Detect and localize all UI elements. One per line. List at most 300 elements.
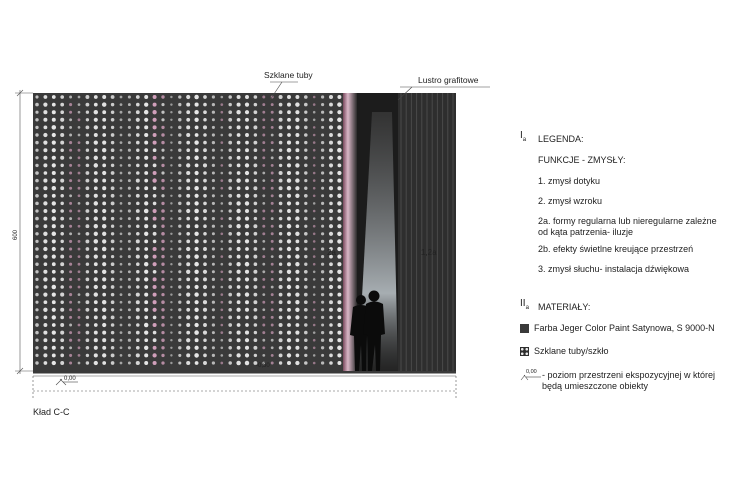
perforation-hole <box>212 156 215 159</box>
perforation-hole <box>120 187 123 190</box>
perforation-hole <box>221 202 224 205</box>
perforation-hole <box>245 285 249 289</box>
perforation-hole <box>111 110 115 114</box>
perforation-hole <box>194 270 198 274</box>
perforation-hole <box>321 111 324 114</box>
perforation-hole <box>229 217 232 220</box>
perforation-hole <box>254 95 258 99</box>
perforation-hole <box>94 331 98 335</box>
perforation-hole <box>52 224 56 228</box>
perforation-hole <box>313 96 316 99</box>
perforation-hole <box>245 156 249 160</box>
perforation-hole <box>136 194 140 198</box>
perforation-hole <box>237 232 241 236</box>
perforation-hole <box>161 179 164 182</box>
perforation-hole <box>279 247 283 251</box>
perforation-hole <box>44 285 48 289</box>
perforation-hole <box>304 141 307 144</box>
perforation-hole <box>195 361 199 365</box>
perforation-hole <box>220 270 223 273</box>
perforation-hole <box>203 255 207 259</box>
perforation-hole <box>178 247 181 250</box>
perforation-hole <box>221 149 224 152</box>
perforation-hole <box>321 179 324 182</box>
perforation-hole <box>203 95 207 99</box>
perforation-hole <box>212 164 215 167</box>
perforation-hole <box>178 270 181 273</box>
perforation-hole <box>254 285 258 289</box>
perforation-hole <box>245 194 249 198</box>
perforation-hole <box>237 95 241 99</box>
perforation-hole <box>287 194 291 198</box>
perforation-hole <box>170 225 172 227</box>
perforation-hole <box>295 110 299 114</box>
perforation-hole <box>136 186 139 189</box>
perforation-hole <box>136 315 140 319</box>
perforation-hole <box>228 186 232 190</box>
perforation-hole <box>313 134 316 137</box>
perforation-hole <box>136 171 140 175</box>
perforation-hole <box>321 187 324 190</box>
perforation-hole <box>287 118 291 122</box>
perforation-hole <box>329 316 333 320</box>
perforation-hole <box>94 201 98 205</box>
perforation-hole <box>271 118 274 121</box>
perforation-hole <box>144 194 148 198</box>
perforation-hole <box>186 323 190 327</box>
perforation-hole <box>329 163 333 167</box>
legend-numeral-2: $II_a$ <box>520 298 529 311</box>
perforation-hole <box>128 263 131 266</box>
perforation-hole <box>186 224 190 228</box>
perforation-hole <box>186 186 190 190</box>
perforation-hole <box>78 354 81 357</box>
perforation-hole <box>86 141 89 144</box>
perforation-hole <box>35 187 38 190</box>
perforation-hole <box>287 262 291 266</box>
perforation-hole <box>178 202 181 205</box>
perforation-hole <box>228 285 232 289</box>
perforation-hole <box>321 361 324 364</box>
perforation-hole <box>194 156 198 160</box>
perforation-hole <box>237 277 241 281</box>
perforation-hole <box>279 202 283 206</box>
perforation-hole <box>144 209 149 214</box>
perforation-hole <box>69 361 72 364</box>
perforation-hole <box>136 103 140 107</box>
perforation-hole <box>229 209 232 212</box>
perforation-hole <box>153 202 157 206</box>
perforation-hole <box>69 354 72 357</box>
perforation-hole <box>212 278 215 281</box>
perforation-hole <box>245 262 250 267</box>
perforation-hole <box>220 210 223 213</box>
perforation-hole <box>195 179 199 183</box>
perforation-hole <box>295 133 299 137</box>
perforation-hole <box>194 140 198 144</box>
perforation-hole <box>161 285 165 289</box>
perforation-hole <box>295 95 299 99</box>
perforation-hole <box>304 133 308 137</box>
perforation-hole <box>313 278 316 281</box>
perforation-hole <box>254 202 258 206</box>
perforation-hole <box>43 201 47 205</box>
perforation-hole <box>279 240 283 244</box>
perforation-hole <box>78 141 81 144</box>
perforation-hole <box>313 309 316 312</box>
perforation-hole <box>144 164 148 168</box>
perforation-hole <box>221 263 224 266</box>
perforation-hole <box>44 171 48 175</box>
perforation-hole <box>144 277 148 281</box>
perforation-hole <box>262 225 265 228</box>
perforation-hole <box>194 308 198 312</box>
perforation-hole <box>35 308 38 311</box>
perforation-hole <box>212 217 215 220</box>
perforation-hole <box>94 254 98 258</box>
perforation-hole <box>321 301 324 304</box>
perforation-hole <box>313 210 316 213</box>
perforation-hole <box>203 354 207 358</box>
perforation-hole <box>60 338 64 342</box>
perforation-hole <box>203 202 207 206</box>
perforation-hole <box>212 293 215 296</box>
perforation-hole <box>136 202 140 206</box>
perforation-hole <box>128 194 131 197</box>
perforation-hole <box>52 148 56 152</box>
perforation-hole <box>313 195 316 198</box>
perforation-hole <box>170 141 172 143</box>
perforation-hole <box>94 285 98 289</box>
perforation-hole <box>186 141 190 145</box>
perforation-hole <box>304 255 307 258</box>
perforation-hole <box>170 255 172 257</box>
perforation-hole <box>43 292 47 296</box>
perforation-hole <box>228 293 232 297</box>
perforation-hole <box>329 202 333 206</box>
legend-item-2b: 2b. efekty świetlne kreujące przestrzeń <box>538 244 694 254</box>
perforation-hole <box>128 179 131 182</box>
perforation-hole <box>304 247 307 250</box>
perforation-hole <box>329 118 333 122</box>
perforation-hole <box>52 255 56 259</box>
perforation-hole <box>253 255 257 259</box>
perforation-hole <box>271 225 274 228</box>
perforation-hole <box>170 187 172 189</box>
perforation-hole <box>203 323 207 327</box>
perforation-hole <box>279 171 283 175</box>
perforation-hole <box>60 262 64 266</box>
perforation-hole <box>203 179 207 183</box>
perforation-hole <box>170 309 172 311</box>
perforation-hole <box>228 141 232 145</box>
perforation-hole <box>153 224 157 228</box>
perforation-hole <box>195 103 199 107</box>
perforation-hole <box>153 171 157 175</box>
perforation-hole <box>212 202 215 205</box>
perforation-hole <box>228 316 232 320</box>
perforation-hole <box>120 286 123 289</box>
perforation-hole <box>271 149 274 152</box>
perforation-hole <box>111 255 114 258</box>
perforation-hole <box>313 233 316 236</box>
perforation-hole <box>254 179 257 182</box>
perforation-hole <box>86 156 90 160</box>
perforation-hole <box>271 270 274 273</box>
perforation-hole <box>313 240 316 243</box>
perforation-hole <box>43 277 47 281</box>
perforation-hole <box>203 300 207 304</box>
perforation-hole <box>186 292 190 296</box>
perforation-hole <box>245 346 249 350</box>
perforation-hole <box>245 323 249 327</box>
perforation-hole <box>52 201 56 205</box>
perforation-hole <box>220 316 223 319</box>
perforation-hole <box>43 186 47 190</box>
perforation-hole <box>69 96 72 99</box>
perforation-hole <box>52 194 56 198</box>
perforation-hole <box>35 95 38 98</box>
perforation-hole <box>337 262 341 266</box>
perforation-hole <box>170 293 172 295</box>
perforation-hole <box>304 164 307 167</box>
perforation-hole <box>120 202 123 205</box>
perforation-hole <box>43 353 47 357</box>
perforation-hole <box>120 141 123 144</box>
perforation-hole <box>237 316 241 320</box>
perforation-hole <box>78 187 81 190</box>
perforation-hole <box>60 308 64 312</box>
perforation-hole <box>94 247 98 251</box>
perforation-hole <box>102 315 106 319</box>
perforation-hole <box>313 271 316 274</box>
perforation-hole <box>178 141 181 144</box>
perforation-hole <box>194 209 199 214</box>
perforation-hole <box>111 278 115 282</box>
perforation-hole <box>186 338 190 342</box>
perforation-hole <box>128 111 131 114</box>
perforation-hole <box>254 148 258 152</box>
perforation-hole <box>245 308 249 312</box>
perforation-hole <box>153 270 157 274</box>
perforation-hole <box>304 346 308 350</box>
perforation-hole <box>69 331 72 334</box>
perforation-hole <box>262 316 265 319</box>
perforation-hole <box>111 262 115 266</box>
perforation-hole <box>212 339 215 342</box>
perforation-hole <box>236 216 240 220</box>
perforation-hole <box>313 362 316 365</box>
perforation-hole <box>170 103 172 105</box>
perforation-hole <box>338 164 342 168</box>
perforation-hole <box>304 232 308 236</box>
perforation-hole <box>94 186 98 190</box>
perforation-hole <box>194 353 199 358</box>
perforation-hole <box>329 186 333 190</box>
perforation-hole <box>178 148 181 151</box>
perforation-hole <box>86 103 90 107</box>
perforation-hole <box>153 156 157 160</box>
perforation-hole <box>203 262 207 266</box>
perforation-hole <box>228 346 232 350</box>
perforation-hole <box>60 255 64 259</box>
perforation-hole <box>161 194 164 197</box>
perforation-hole <box>60 331 64 335</box>
perforation-hole <box>128 209 131 212</box>
perforation-hole <box>128 171 131 174</box>
perforation-hole <box>69 247 72 250</box>
perforation-hole <box>136 323 140 327</box>
perforation-hole <box>287 178 291 182</box>
perforation-hole <box>296 278 300 282</box>
perforation-hole <box>221 240 224 243</box>
perforation-hole <box>43 118 47 122</box>
perforation-hole <box>153 118 157 122</box>
perforation-hole <box>35 339 38 342</box>
perforation-hole <box>60 300 63 303</box>
perforation-hole <box>338 316 342 320</box>
perforation-hole <box>60 316 64 320</box>
perforation-hole <box>186 201 190 205</box>
perforation-hole <box>170 217 172 219</box>
perforation-hole <box>136 232 140 236</box>
perforation-hole <box>60 171 64 175</box>
perforation-hole <box>287 125 291 129</box>
perforation-hole <box>94 232 98 236</box>
perforation-hole <box>287 338 291 342</box>
perforation-hole <box>337 133 341 137</box>
perforation-hole <box>212 194 215 197</box>
perforation-hole <box>35 255 38 258</box>
perforation-hole <box>94 171 98 175</box>
perforation-hole <box>78 217 81 220</box>
perforation-hole <box>86 331 90 335</box>
perforation-hole <box>52 353 56 357</box>
perforation-hole <box>295 262 299 266</box>
perforation-hole <box>321 255 324 258</box>
perforation-hole <box>78 232 81 235</box>
perforation-hole <box>220 96 223 99</box>
perforation-hole <box>337 224 341 228</box>
perforation-hole <box>78 210 81 213</box>
paint-swatch <box>520 324 529 333</box>
perforation-hole <box>102 353 106 357</box>
perforation-hole <box>254 103 258 107</box>
perforation-hole <box>195 285 199 289</box>
perforation-hole <box>78 339 81 342</box>
perforation-hole <box>102 293 106 297</box>
perforation-hole <box>35 225 38 228</box>
perforation-hole <box>295 292 299 296</box>
perforation-hole <box>279 331 283 335</box>
perforation-hole <box>271 240 274 243</box>
perforation-hole <box>313 263 316 266</box>
perforation-hole <box>69 324 72 327</box>
perforation-hole <box>111 156 115 160</box>
perforation-hole <box>52 232 57 237</box>
perforation-hole <box>102 308 106 312</box>
perforation-hole <box>245 239 249 243</box>
perforation-hole <box>102 164 106 168</box>
perforation-hole <box>313 354 316 357</box>
perforation-hole <box>52 118 56 122</box>
perforation-hole <box>35 262 38 265</box>
perforation-hole <box>194 292 198 296</box>
perforation-hole <box>86 111 89 114</box>
perforation-hole <box>237 338 241 342</box>
perforation-hole <box>271 202 274 205</box>
perforation-hole <box>170 286 172 288</box>
perforation-hole <box>78 149 81 152</box>
perforation-hole <box>153 331 157 335</box>
perforation-hole <box>212 232 215 235</box>
perforation-hole <box>178 126 182 129</box>
perforation-hole <box>161 240 164 243</box>
perforation-hole <box>220 324 223 327</box>
perforation-hole <box>304 338 308 342</box>
perforation-hole <box>220 362 223 365</box>
perforation-hole <box>94 361 98 365</box>
perforation-hole <box>144 346 148 350</box>
perforation-hole <box>144 141 148 145</box>
perforation-hole <box>279 156 283 160</box>
perforation-hole <box>120 217 123 220</box>
perforation-hole <box>287 331 291 335</box>
perforation-hole <box>295 270 299 274</box>
perforation-hole <box>161 209 165 213</box>
perforation-hole <box>78 286 81 289</box>
perforation-hole <box>43 217 47 221</box>
perforation-hole <box>228 110 232 114</box>
perforation-hole <box>295 186 299 190</box>
perforation-hole <box>120 316 123 319</box>
perforation-hole <box>102 179 106 183</box>
perforation-hole <box>136 164 140 168</box>
perforation-hole <box>161 111 164 114</box>
perforation-hole <box>78 308 81 311</box>
perforation-hole <box>170 111 172 113</box>
perforation-hole <box>254 354 257 357</box>
perforation-hole <box>253 300 257 304</box>
perforation-hole <box>271 247 274 250</box>
perforation-hole <box>94 156 98 160</box>
perforation-hole <box>262 293 265 296</box>
perforation-hole <box>43 239 47 243</box>
perforation-hole <box>262 301 265 304</box>
perforation-hole <box>203 141 207 145</box>
perforation-hole <box>136 133 140 137</box>
perforation-hole <box>220 111 223 114</box>
perforation-hole <box>178 103 181 106</box>
perforation-hole <box>170 172 172 174</box>
perforation-hole <box>86 171 90 175</box>
perforation-hole <box>52 103 56 107</box>
perforation-hole <box>271 156 274 159</box>
perforation-hole <box>236 270 240 274</box>
perforation-hole <box>236 224 240 228</box>
perforation-hole <box>69 141 72 144</box>
perforation-hole <box>337 216 341 220</box>
perforation-hole <box>94 209 98 213</box>
perforation-hole <box>69 301 72 304</box>
perforation-hole <box>128 285 131 288</box>
perforation-hole <box>153 125 157 129</box>
perforation-hole <box>78 202 81 205</box>
perforation-hole <box>35 331 39 335</box>
perforation-hole <box>43 254 47 258</box>
perforation-hole <box>170 233 172 235</box>
perforation-hole <box>60 118 64 122</box>
